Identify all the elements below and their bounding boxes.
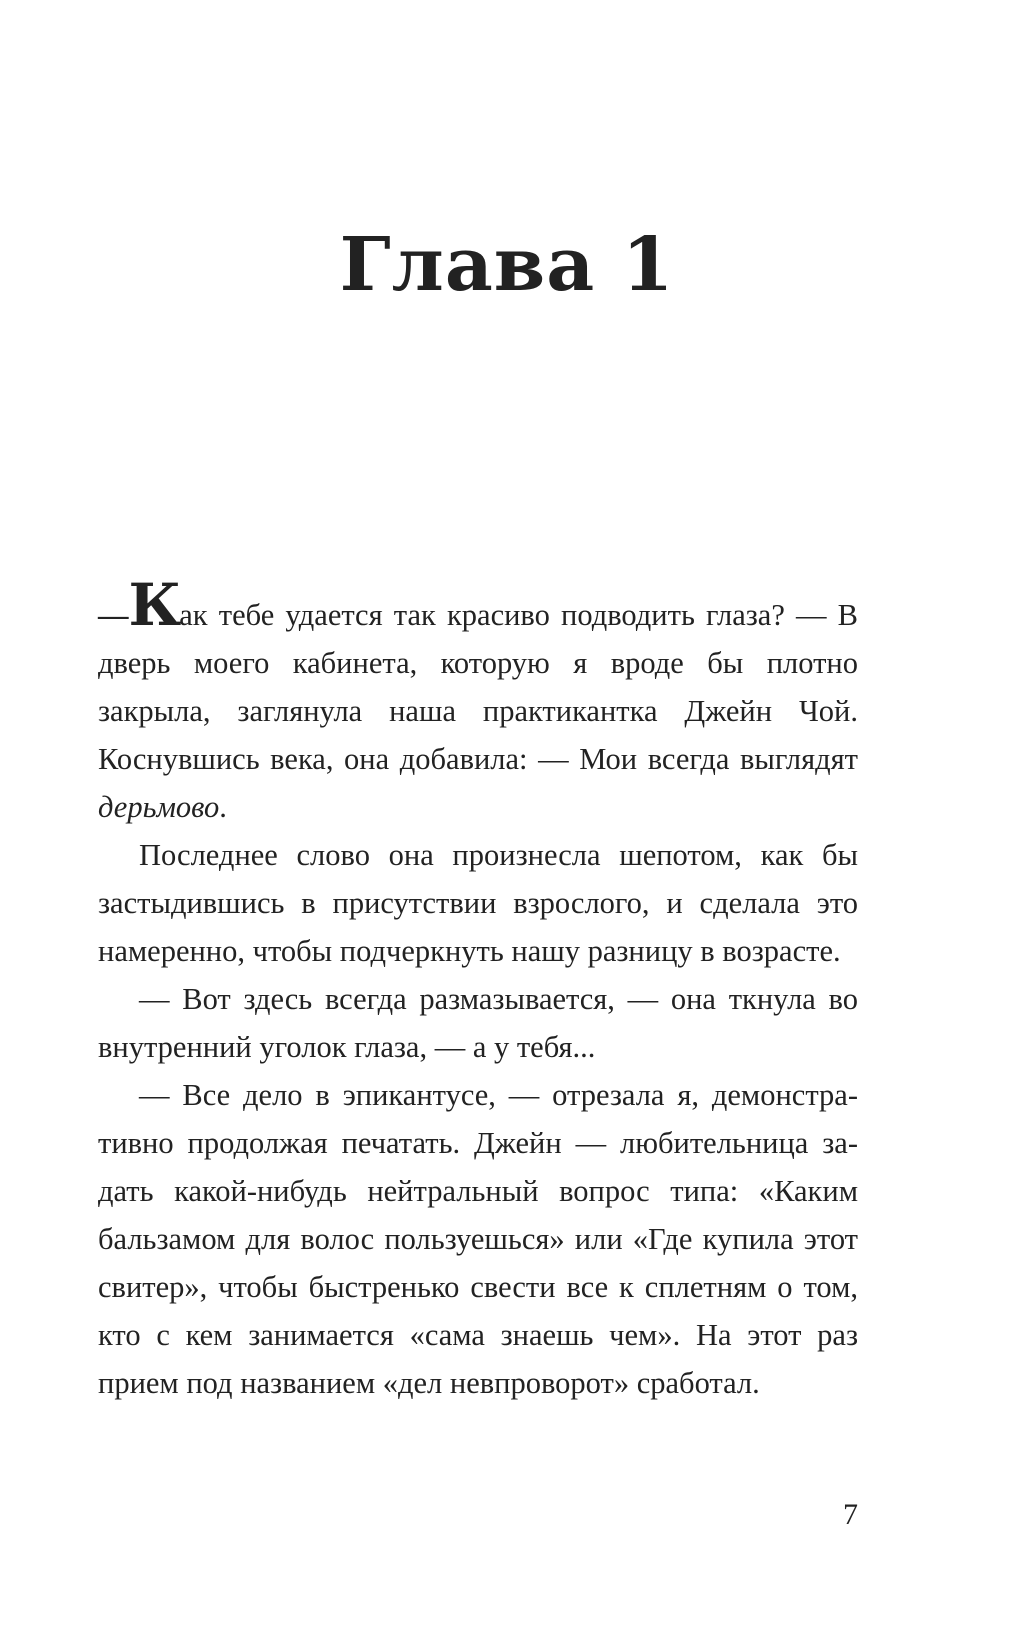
italic-word: дерьмово <box>98 790 220 824</box>
paragraph-4: — Все дело в эпикантусе, — отрезала я, демонстративно продолжая печатать. Джейн — любительница задать какой-нибудь нейтральный вопрос типа: «Каким бальзамом для волос пользуешься» или «Где купила этот свитер», чтобы быстренько свести все к сплетням о том, кто с кем занимается «сама знаешь чем». На этот раз прием под названием «дел невпроворот» сработал. <box>98 1078 858 1400</box>
opening-dash: — <box>98 598 129 632</box>
paragraph-1 <box>98 571 858 831</box>
paragraph-1-text: ак тебе удается так красиво подводить глаза? — В дверь моего кабинета, которую я вроде бы плотно закрыла, заглянула наша практикантка Джейн Чой. Коснувшись века, она добавила: — Мои всегда выглядят <box>98 598 858 776</box>
page-number: 7 <box>843 1498 858 1531</box>
drop-cap-letter: К <box>128 571 180 639</box>
paragraph-3: — Вот здесь всегда размазывается, — она ткнула во внутренний уголок глаза, — а у тебя... <box>98 982 858 1064</box>
paragraph-2: Последнее слово она произнесла шепотом, как бы застыдившись в присутствии взрослого, и сделала это намеренно, чтобы подчеркнуть нашу разницу в возрасте. <box>98 838 858 968</box>
body-text <box>98 571 858 1407</box>
chapter-title: Глава 1 <box>339 222 675 308</box>
paragraph-1-end: . <box>219 790 227 824</box>
